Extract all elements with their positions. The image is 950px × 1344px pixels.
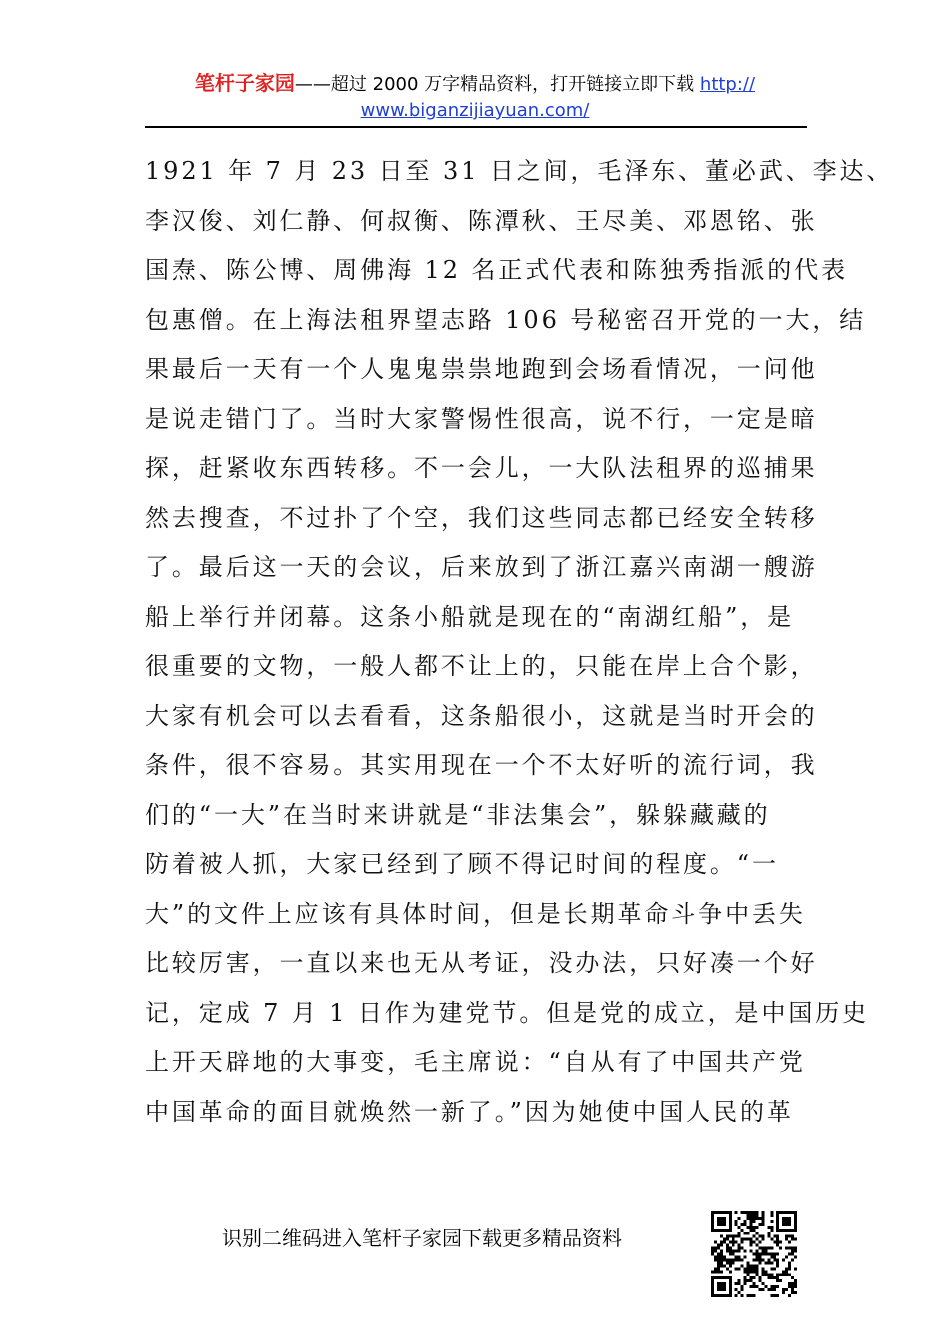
body-line: 船上举行并闭幕。这条小船就是现在的“南湖红船”，是: [145, 602, 795, 631]
body-line: 李汉俊、刘仁静、何叔衡、陈潭秋、王尽美、邓恩铭、张: [145, 206, 818, 235]
body-line: 探，赶紧收东西转移。不一会儿，一大队法租界的巡捕果: [145, 454, 818, 482]
body-line: 1921 年 7 月 23 日至 31 日之间，毛泽东、董必武、李达、: [145, 157, 894, 185]
body-line: 上开天辟地的大事变，毛主席说：“自从有了中国共产党: [145, 1048, 806, 1076]
body-line: 了。最后这一天的会议，后来放到了浙江嘉兴南湖一艘游: [145, 553, 818, 581]
site-link-part-1[interactable]: http://: [699, 74, 756, 95]
body-line: 记，定成 7 月 1 日作为建党节。但是党的成立，是中国历史: [145, 998, 870, 1027]
article-body: [145, 147, 894, 1137]
body-line: 中国革命的面目就焕然一新了。”因为她使中国人民的革: [145, 1097, 794, 1126]
body-line: 大家有机会可以去看看，这条船很小，这就是当时开会的: [145, 701, 818, 730]
body-line: 包惠僧。在上海法租界望志路 106 号秘密召开党的一大，结: [145, 305, 867, 334]
body-line: 比较厉害，一直以来也无从考证，没办法，只好凑一个好: [145, 949, 818, 977]
header-line-2: [0, 98, 950, 124]
header-line-1: [0, 70, 950, 98]
page-header: [0, 70, 950, 124]
site-link-part-2[interactable]: www.biganzijiayuan.com/: [360, 100, 590, 121]
body-line: 条件，很不容易。其实用现在一个不太好听的流行词，我: [145, 751, 818, 779]
body-line: 国焘、陈公博、周佛海 12 名正式代表和陈独秀指派的代表: [145, 256, 848, 284]
body-line: 然去搜查，不过扑了个空，我们这些同志都已经安全转移: [145, 503, 818, 532]
body-line: 大”的文件上应该有具体时间，但是长期革命斗争中丢失: [145, 899, 806, 928]
header-divider: [145, 126, 807, 128]
brand-name: 笔杆子家园: [194, 71, 295, 95]
body-line: 防着被人抓，大家已经到了顾不得记时间的程度。“一: [145, 850, 779, 878]
body-line: 是说走错门了。当时大家警惕性很高，说不行，一定是暗: [145, 404, 818, 433]
qr-code-icon[interactable]: [711, 1211, 797, 1297]
body-line: 们的“一大”在当时来讲就是“非法集会”，躲躲藏藏的: [145, 800, 771, 829]
body-line: 果最后一天有一个人鬼鬼祟祟地跑到会场看情况，一问他: [145, 355, 818, 383]
footer-caption: 识别二维码进入笔杆子家园下载更多精品资料: [222, 1226, 622, 1250]
header-tagline: ——超过 2000 万字精品资料，打开链接立即下载: [294, 74, 700, 95]
body-line: 很重要的文物，一般人都不让上的，只能在岸上合个影，: [145, 652, 818, 680]
